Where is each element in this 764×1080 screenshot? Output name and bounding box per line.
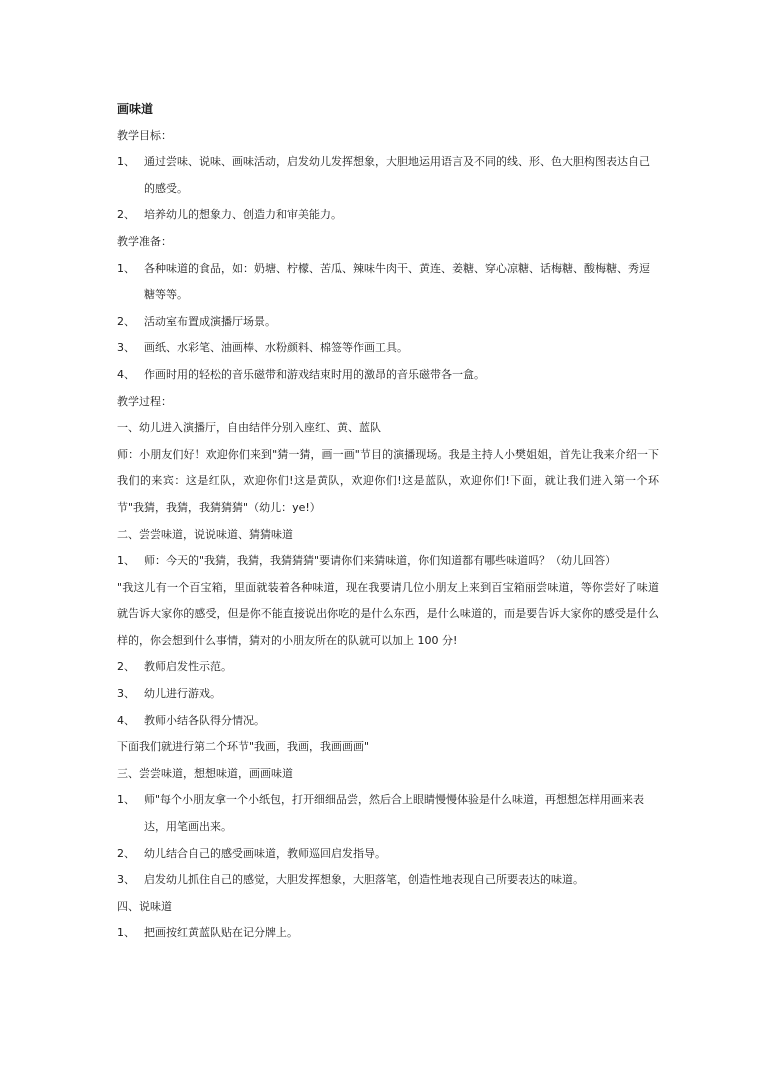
item-number: 3、 (117, 687, 135, 701)
goal-item (117, 149, 659, 202)
section-2-paragraph: "我这儿有一个百宝箱，里面就装着各种味道，现在我要请几位小朋友上来到百宝箱丽尝味道，等你尝好了味道就告诉大家你的感受，但是你不能直接说出你吃的是什么东西，是什么味道的，而是要告诉大家你的感受是什么样的，你会想到什么事情，猜对的小朋友所在的队就可以加上 100 分! (117, 580, 659, 647)
section-2-item (117, 654, 659, 681)
section-4-title: 四、说味道 (117, 899, 172, 913)
prep-item (117, 256, 659, 309)
item-number: 3、 (117, 341, 135, 355)
section-2-next: 下面我们就进行第二个环节"我画，我画，我画画画" (117, 740, 370, 754)
item-number: 2、 (117, 208, 135, 222)
section-3-item (117, 867, 659, 894)
prep-item (117, 309, 659, 336)
section-2-item (117, 548, 659, 575)
doc-title: 画味道 (117, 102, 154, 116)
item-number: 2、 (117, 846, 135, 860)
section-3-title: 三、尝尝味道，想想味道，画画味道 (117, 766, 293, 780)
item-text: 把画按红黄蓝队贴在记分牌上。 (144, 926, 298, 940)
item-number: 1、 (117, 926, 135, 940)
item-text: 教师启发性示范。 (144, 660, 232, 674)
item-text: 培养幼儿的想象力、创造力和审美能力。 (144, 208, 342, 222)
item-number: 1、 (117, 554, 135, 568)
item-text: 通过尝味、说味、画味活动，启发幼儿发挥想象，大胆地运用语言及不同的线、形、色大胆构图表达自己的感受。 (144, 155, 650, 195)
item-text: 活动室布置成演播厅场景。 (144, 314, 276, 328)
item-number: 1、 (117, 261, 135, 275)
item-text: 幼儿进行游戏。 (144, 687, 221, 701)
item-text: 画纸、水彩笔、油画棒、水粉颜料、棉签等作画工具。 (144, 341, 408, 355)
section-4-item (117, 920, 659, 947)
item-text: 教师小结各队得分情况。 (144, 713, 265, 727)
item-text: 师"每个小朋友拿一个小纸包，打开细细品尝，然后合上眼睛慢慢体验是什么味道，再想想怎样用画来表达，用笔画出来。 (144, 793, 645, 834)
section-2-item (117, 681, 659, 708)
item-number: 1、 (117, 155, 135, 169)
item-number: 2、 (117, 314, 135, 328)
prep-item (117, 335, 659, 362)
document-page (117, 96, 659, 947)
item-text: 启发幼儿抓住自己的感觉，大胆发挥想象，大胆落笔，创造性地表现自己所要表达的味道。 (144, 873, 584, 887)
goal-item (117, 202, 659, 229)
goals-heading: 教学目标： (117, 128, 172, 142)
process-heading: 教学过程： (117, 394, 172, 408)
item-number: 4、 (117, 713, 135, 727)
item-number: 4、 (117, 367, 135, 381)
item-number: 1、 (117, 793, 135, 807)
section-2-title: 二、尝尝味道，说说味道、猜猜味道 (117, 527, 293, 541)
section-3-item (117, 841, 659, 868)
section-3-item (117, 787, 659, 840)
item-number: 2、 (117, 660, 135, 674)
section-1-paragraph: 师：小朋友们好！欢迎你们来到"猜一猜，画一画"节目的演播现场。我是主持人小樊姐姐，首先让我来介绍一下我们的来宾：这是红队，欢迎你们!这是黄队，欢迎你们!这是蓝队，欢迎你们!下面，就让我们进入第一个环节"我猜，我猜，我猜猜猜"（幼儿：ye!） (117, 447, 659, 514)
section-1-title: 一、幼儿进入演播厅，自由结伴分别入座红、黄、蓝队 (117, 421, 381, 435)
item-text: 幼儿结合自己的感受画味道，教师巡回启发指导。 (144, 846, 386, 860)
item-text: 师：今天的"我猜，我猜，我猜猜猜"要请你们来猜味道，你们知道都有哪些味道吗？（幼儿回答） (144, 554, 617, 568)
prep-heading: 教学准备： (117, 234, 172, 248)
section-2-item (117, 708, 659, 735)
item-number: 3、 (117, 873, 135, 887)
prep-item (117, 362, 659, 389)
item-text: 作画时用的轻松的音乐磁带和游戏结束时用的激昂的音乐磁带各一盒。 (144, 367, 485, 381)
item-text: 各种味道的食品，如：奶塘、柠檬、苦瓜、辣味牛肉干、黄连、姜糖、穿心凉糖、话梅糖、酸梅糖、秀逗糖等等。 (144, 261, 650, 302)
